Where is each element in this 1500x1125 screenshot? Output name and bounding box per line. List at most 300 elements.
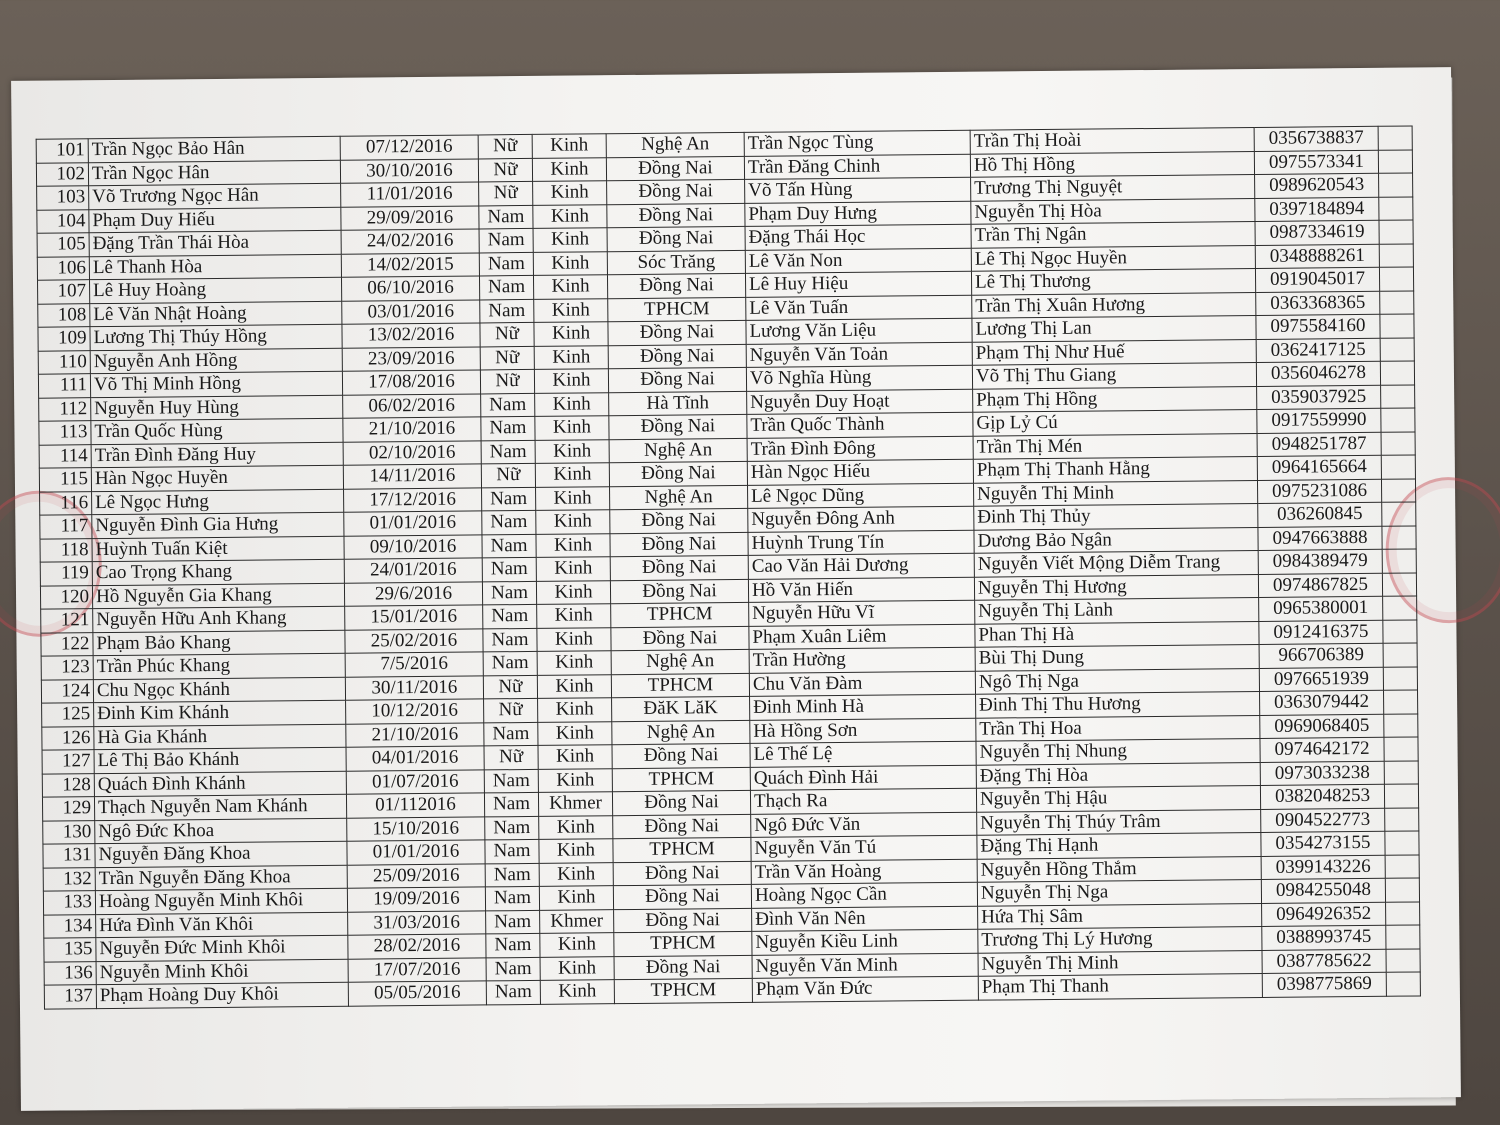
phone-number-cell: 0354273155 (1261, 831, 1385, 856)
gender-cell: Nam (480, 299, 534, 323)
mother-name-cell: Phạm Thị Như Huế (972, 339, 1256, 365)
gender-cell: Nam (481, 440, 535, 464)
birth-date-cell: 01/112016 (346, 793, 484, 818)
father-name-cell: Chu Văn Đàm (749, 671, 975, 697)
empty-cell (1378, 149, 1412, 173)
empty-cell (1383, 643, 1417, 667)
phone-number-cell: 0919045017 (1255, 267, 1379, 292)
student-name-cell: Trần Phúc Khang (93, 653, 345, 679)
gender-cell: Nam (484, 722, 538, 746)
gender-cell: Nam (485, 886, 539, 910)
phone-number-cell: 0388993745 (1262, 925, 1386, 950)
birth-date-cell: 25/09/2016 (347, 863, 485, 888)
birthplace-cell: TPHCM (614, 931, 752, 956)
birth-date-cell: 10/12/2016 (346, 699, 484, 724)
phone-number-cell: 0973033238 (1260, 761, 1384, 786)
birthplace-cell: Đồng Nai (607, 273, 745, 298)
birth-date-cell: 13/02/2016 (342, 323, 480, 348)
empty-cell (1379, 267, 1413, 291)
student-name-cell: Nguyễn Đức Minh Khôi (96, 935, 348, 961)
birth-date-cell: 29/09/2016 (341, 205, 479, 230)
birthplace-cell: Đồng Nai (614, 908, 752, 933)
mother-name-cell: Lê Thị Ngọc Huyền (971, 245, 1255, 271)
empty-cell (1383, 666, 1417, 690)
student-name-cell: Đinh Kim Khánh (94, 700, 346, 726)
gender-cell: Nam (482, 534, 536, 558)
empty-cell (1380, 290, 1414, 314)
empty-cell (1386, 901, 1420, 925)
phone-number-cell: 0984255048 (1261, 878, 1385, 903)
row-number-cell: 111 (38, 374, 90, 398)
mother-name-cell: Trần Thị Hoài (970, 128, 1254, 154)
birthplace-cell: TPHCM (611, 673, 749, 698)
empty-cell (1382, 572, 1416, 596)
gender-cell: Nữ (478, 134, 532, 158)
mother-name-cell: Trương Thị Lý Hương (978, 926, 1262, 952)
empty-cell (1379, 243, 1413, 267)
gender-cell: Nữ (480, 346, 534, 370)
student-name-cell: Lê Văn Nhật Hoàng (90, 301, 342, 327)
ethnicity-cell: Kinh (536, 486, 610, 510)
father-name-cell: Trần Đăng Chinh (744, 154, 970, 180)
empty-cell (1379, 220, 1413, 244)
birth-date-cell: 24/01/2016 (344, 558, 482, 583)
birth-date-cell: 02/10/2016 (343, 440, 481, 465)
row-number-cell: 105 (37, 233, 89, 257)
student-name-cell: Trần Đình Đăng Huy (91, 442, 343, 468)
ethnicity-cell: Kinh (539, 839, 613, 863)
phone-number-cell: 0969068405 (1260, 714, 1384, 739)
ethnicity-cell: Kinh (535, 463, 609, 487)
student-roster-table (36, 125, 1421, 1009)
father-name-cell: Trần Ngọc Tùng (744, 130, 970, 156)
phone-number-cell: 0947663888 (1258, 526, 1382, 551)
gender-cell: Nam (479, 205, 533, 229)
gender-cell: Nam (483, 604, 537, 628)
phone-number-cell: 0917559990 (1257, 408, 1381, 433)
birth-date-cell: 03/01/2016 (342, 299, 480, 324)
student-name-cell: Võ Trương Ngọc Hân (89, 183, 341, 209)
phone-number-cell: 0975584160 (1256, 314, 1380, 339)
phone-number-cell: 0989620543 (1255, 173, 1379, 198)
phone-number-cell: 0363368365 (1256, 291, 1380, 316)
father-name-cell: Trần Đình Đông (747, 436, 973, 462)
empty-cell (1385, 831, 1419, 855)
student-name-cell: Hà Gia Khánh (94, 724, 346, 750)
mother-name-cell: Trần Thị Mén (973, 433, 1257, 459)
empty-cell (1381, 384, 1415, 408)
mother-name-cell: Nguyễn Viết Mộng Diễm Trang (974, 550, 1258, 576)
birthplace-cell: Đồng Nai (612, 743, 750, 768)
father-name-cell: Đinh Minh Hà (750, 694, 976, 720)
phone-number-cell: 0987334619 (1255, 220, 1379, 245)
birthplace-cell: Đồng Nai (609, 461, 747, 486)
birth-date-cell: 21/10/2016 (346, 722, 484, 747)
mother-name-cell: Trần Thị Hoa (976, 715, 1260, 741)
father-name-cell: Trần Văn Hoàng (751, 859, 977, 885)
birthplace-cell: TPHCM (608, 297, 746, 322)
student-name-cell: Lê Huy Hoàng (90, 277, 342, 303)
birthplace-cell: TPHCM (614, 978, 752, 1003)
gender-cell: Nữ (484, 698, 538, 722)
empty-cell (1384, 784, 1418, 808)
gender-cell: Nam (482, 557, 536, 581)
gender-cell: Nữ (481, 463, 535, 487)
mother-name-cell: Trần Thị Xuân Hương (972, 292, 1256, 318)
father-name-cell: Lê Văn Non (745, 248, 971, 274)
mother-name-cell: Nguyễn Thị Hương (974, 574, 1258, 600)
mother-name-cell: Nguyễn Thị Thúy Trâm (977, 809, 1261, 835)
ethnicity-cell: Kinh (540, 933, 614, 957)
father-name-cell: Ngô Đức Văn (751, 812, 977, 838)
birth-date-cell: 04/01/2016 (346, 746, 484, 771)
birth-date-cell: 30/10/2016 (340, 158, 478, 183)
ethnicity-cell: Kinh (539, 886, 613, 910)
phone-number-cell: 0382048253 (1260, 784, 1384, 809)
gender-cell: Nam (486, 933, 540, 957)
ethnicity-cell: Kinh (536, 533, 610, 557)
birthplace-cell: TPHCM (611, 602, 749, 627)
student-name-cell: Quách Đình Khánh (94, 771, 346, 797)
phone-number-cell: 0356046278 (1256, 361, 1380, 386)
father-name-cell: Nguyễn Kiều Linh (752, 929, 978, 955)
father-name-cell: Quách Đình Hải (750, 765, 976, 791)
mother-name-cell: Nguyễn Hồng Thắm (977, 856, 1261, 882)
birthplace-cell: Đồng Nai (607, 226, 745, 251)
ethnicity-cell: Kinh (537, 627, 611, 651)
father-name-cell: Lê Ngọc Dũng (748, 483, 974, 509)
gender-cell: Nam (485, 863, 539, 887)
birth-date-cell: 19/09/2016 (347, 887, 485, 912)
mother-name-cell: Nguyễn Thị Nga (977, 879, 1261, 905)
birthplace-cell: Đồng Nai (608, 344, 746, 369)
father-name-cell: Trần Quốc Thành (747, 412, 973, 438)
mother-name-cell: Phan Thị Hà (975, 621, 1259, 647)
empty-cell (1385, 878, 1419, 902)
mother-name-cell: Bùi Thị Dung (975, 644, 1259, 670)
ethnicity-cell: Kinh (539, 862, 613, 886)
phone-number-cell: 0974642172 (1260, 737, 1384, 762)
gender-cell: Nam (481, 416, 535, 440)
father-name-cell: Võ Tấn Hùng (745, 177, 971, 203)
father-name-cell: Nguyễn Duy Hoạt (747, 389, 973, 415)
student-name-cell: Thạch Nguyễn Nam Khánh (94, 794, 346, 820)
gender-cell: Nữ (478, 158, 532, 182)
student-name-cell: Trần Ngọc Bảo Hân (88, 136, 340, 162)
row-number-cell: 117 (40, 515, 92, 539)
phone-number-cell: 966706389 (1259, 643, 1383, 668)
ethnicity-cell: Khmer (540, 909, 614, 933)
ethnicity-cell: Khmer (538, 792, 612, 816)
birth-date-cell: 06/10/2016 (341, 276, 479, 301)
mother-name-cell: Lương Thị Lan (972, 315, 1256, 341)
phone-number-cell: 0359037925 (1257, 385, 1381, 410)
ethnicity-cell: Kinh (532, 134, 606, 158)
birth-date-cell: 15/01/2016 (345, 605, 483, 630)
empty-cell (1383, 619, 1417, 643)
gender-cell: Nam (486, 957, 540, 981)
gender-cell: Nam (483, 628, 537, 652)
student-name-cell: Huỳnh Tuấn Kiệt (92, 536, 344, 562)
birthplace-cell: Đồng Nai (609, 414, 747, 439)
student-name-cell: Phạm Duy Hiếu (89, 207, 341, 233)
birthplace-cell: Đồng Nai (610, 532, 748, 557)
student-name-cell: Nguyễn Đăng Khoa (95, 841, 347, 867)
birthplace-cell: Đồng Nai (613, 861, 751, 886)
birth-date-cell: 05/05/2016 (348, 981, 486, 1006)
phone-number-cell: 0904522773 (1261, 808, 1385, 833)
row-number-cell: 131 (43, 844, 95, 868)
student-name-cell: Lê Ngọc Hưng (92, 489, 344, 515)
phone-number-cell: 0964926352 (1262, 902, 1386, 927)
mother-name-cell: Phạm Thị Thanh (978, 973, 1262, 999)
mother-name-cell: Nguyễn Thị Hòa (971, 198, 1255, 224)
gender-cell: Nam (484, 769, 538, 793)
student-name-cell: Lê Thanh Hòa (89, 254, 341, 280)
birthplace-cell: Đồng Nai (606, 156, 744, 181)
mother-name-cell: Nguyễn Thị Nhung (976, 738, 1260, 764)
father-name-cell: Nguyễn Văn Tú (751, 835, 977, 861)
empty-cell (1386, 972, 1420, 996)
phone-number-cell: 0948251787 (1257, 432, 1381, 457)
row-number-cell: 120 (40, 585, 92, 609)
birth-date-cell: 14/11/2016 (343, 464, 481, 489)
row-number-cell: 108 (38, 303, 90, 327)
gender-cell: Nữ (484, 745, 538, 769)
mother-name-cell: Lê Thị Thương (971, 268, 1255, 294)
birthplace-cell: Đồng Nai (607, 203, 745, 228)
gender-cell: Nam (479, 228, 533, 252)
phone-number-cell: 0397184894 (1255, 197, 1379, 222)
mother-name-cell: Ngô Thị Nga (975, 668, 1259, 694)
mother-name-cell: Nguyễn Thị Lành (975, 597, 1259, 623)
ethnicity-cell: Kinh (535, 392, 609, 416)
birthplace-cell: Đồng Nai (610, 579, 748, 604)
mother-name-cell: Nguyễn Thị Minh (978, 950, 1262, 976)
gender-cell: Nam (486, 910, 540, 934)
gender-cell: Nữ (480, 322, 534, 346)
birthplace-cell: Đồng Nai (614, 955, 752, 980)
student-name-cell: Đặng Trần Thái Hòa (89, 230, 341, 256)
mother-name-cell: Hứa Thị Sâm (978, 903, 1262, 929)
empty-cell (1379, 196, 1413, 220)
row-number-cell: 124 (41, 679, 93, 703)
row-number-cell: 116 (40, 491, 92, 515)
father-name-cell: Hàn Ngọc Hiếu (747, 459, 973, 485)
ethnicity-cell: Kinh (534, 298, 608, 322)
ethnicity-cell: Kinh (533, 181, 607, 205)
birthplace-cell: TPHCM (613, 837, 751, 862)
birth-date-cell: 09/10/2016 (344, 534, 482, 559)
father-name-cell: Nguyễn Đông Anh (748, 506, 974, 532)
empty-cell (1384, 760, 1418, 784)
row-number-cell: 136 (44, 961, 96, 985)
empty-cell (1385, 854, 1419, 878)
ethnicity-cell: Kinh (540, 956, 614, 980)
mother-name-cell: Phạm Thị Thanh Hằng (973, 456, 1257, 482)
empty-cell (1380, 361, 1414, 385)
birthplace-cell: TPHCM (612, 767, 750, 792)
birth-date-cell: 01/01/2016 (347, 840, 485, 865)
mother-name-cell: Hồ Thị Hồng (970, 151, 1254, 177)
birthplace-cell: ĐăK LăK (612, 696, 750, 721)
empty-cell (1382, 525, 1416, 549)
birth-date-cell: 14/02/2015 (341, 252, 479, 277)
father-name-cell: Phạm Văn Đức (752, 976, 978, 1002)
father-name-cell: Đình Văn Nên (752, 906, 978, 932)
birth-date-cell: 01/01/2016 (344, 511, 482, 536)
empty-cell (1384, 737, 1418, 761)
ethnicity-cell: Kinh (538, 745, 612, 769)
gender-cell: Nam (485, 816, 539, 840)
birth-date-cell: 25/02/2016 (345, 628, 483, 653)
mother-name-cell: Dương Bảo Ngân (974, 527, 1258, 553)
ethnicity-cell: Kinh (536, 510, 610, 534)
phone-number-cell: 0974867825 (1258, 573, 1382, 598)
phone-number-cell: 0362417125 (1256, 338, 1380, 363)
gender-cell: Nam (479, 252, 533, 276)
birthplace-cell: Đồng Nai (608, 320, 746, 345)
gender-cell: Nam (482, 510, 536, 534)
mother-name-cell: Nguyễn Thị Minh (973, 480, 1257, 506)
birthplace-cell: Đồng Nai (608, 367, 746, 392)
phone-number-cell: 0984389479 (1258, 549, 1382, 574)
student-name-cell: Trần Ngọc Hân (88, 160, 340, 186)
birth-date-cell: 15/10/2016 (347, 816, 485, 841)
father-name-cell: Lương Văn Liệu (746, 318, 972, 344)
paper-sheet (11, 67, 1461, 1111)
row-number-cell: 133 (43, 891, 95, 915)
ethnicity-cell: Kinh (537, 651, 611, 675)
gender-cell: Nam (484, 792, 538, 816)
empty-cell (1380, 314, 1414, 338)
birth-date-cell: 7/5/2016 (345, 652, 483, 677)
birthplace-cell: Nghệ An (612, 720, 750, 745)
phone-number-cell: 036260845 (1258, 502, 1382, 527)
father-name-cell: Phạm Xuân Liêm (749, 624, 975, 650)
row-number-cell: 101 (36, 139, 88, 163)
birthplace-cell: Nghệ An (606, 132, 744, 157)
student-name-cell: Nguyễn Huy Hùng (91, 395, 343, 421)
birthplace-cell: Nghệ An (611, 649, 749, 674)
mother-name-cell: Nguyễn Thị Hậu (976, 785, 1260, 811)
father-name-cell: Lê Huy Hiệu (745, 271, 971, 297)
father-name-cell: Thạch Ra (750, 788, 976, 814)
student-name-cell: Phạm Hoàng Duy Khôi (96, 982, 348, 1008)
ethnicity-cell: Kinh (534, 369, 608, 393)
row-number-cell: 104 (37, 209, 89, 233)
ethnicity-cell: Kinh (539, 815, 613, 839)
birth-date-cell: 06/02/2016 (343, 393, 481, 418)
birthplace-cell: Hà Tĩnh (609, 391, 747, 416)
birthplace-cell: Đồng Nai (613, 884, 751, 909)
birth-date-cell: 07/12/2016 (340, 135, 478, 160)
phone-number-cell: 0363079442 (1260, 690, 1384, 715)
father-name-cell: Nguyễn Hữu Vĩ (749, 600, 975, 626)
birthplace-cell: Đồng Nai (610, 555, 748, 580)
student-name-cell: Trần Quốc Hùng (91, 418, 343, 444)
birth-date-cell: 30/11/2016 (345, 675, 483, 700)
mother-name-cell: Trương Thị Nguyệt (971, 175, 1255, 201)
birthplace-cell: Đồng Nai (610, 508, 748, 533)
empty-cell (1379, 173, 1413, 197)
phone-number-cell: 0348888261 (1255, 244, 1379, 269)
empty-cell (1382, 549, 1416, 573)
empty-cell (1386, 948, 1420, 972)
birth-date-cell: 29/6/2016 (344, 581, 482, 606)
student-name-cell: Cao Trọng Khang (92, 559, 344, 585)
father-name-cell: Cao Văn Hải Dương (748, 553, 974, 579)
row-number-cell: 114 (39, 444, 91, 468)
birthplace-cell: Đồng Nai (613, 814, 751, 839)
father-name-cell: Phạm Duy Hưng (745, 201, 971, 227)
row-number-cell: 118 (40, 538, 92, 562)
empty-cell (1380, 337, 1414, 361)
row-number-cell: 125 (42, 703, 94, 727)
ethnicity-cell: Kinh (535, 416, 609, 440)
gender-cell: Nam (482, 487, 536, 511)
ethnicity-cell: Kinh (538, 768, 612, 792)
row-number-cell: 123 (41, 656, 93, 680)
phone-number-cell: 0387785622 (1262, 949, 1386, 974)
father-name-cell: Lê Văn Tuấn (746, 295, 972, 321)
ethnicity-cell: Kinh (535, 439, 609, 463)
mother-name-cell: Võ Thị Thu Giang (972, 362, 1256, 388)
father-name-cell: Nguyễn Văn Minh (752, 953, 978, 979)
gender-cell: Nam (479, 275, 533, 299)
row-number-cell: 128 (42, 773, 94, 797)
empty-cell (1378, 126, 1412, 150)
student-name-cell: Nguyễn Minh Khôi (96, 959, 348, 985)
birth-date-cell: 11/01/2016 (341, 182, 479, 207)
father-name-cell: Nguyễn Văn Toản (746, 342, 972, 368)
ethnicity-cell: Kinh (533, 275, 607, 299)
row-number-cell: 106 (37, 256, 89, 280)
birthplace-cell: Đồng Nai (612, 790, 750, 815)
row-number-cell: 112 (39, 397, 91, 421)
student-name-cell: Nguyễn Đình Gia Hưng (92, 512, 344, 538)
father-name-cell: Đặng Thái Học (745, 224, 971, 250)
ethnicity-cell: Kinh (533, 251, 607, 275)
ethnicity-cell: Kinh (533, 204, 607, 228)
birth-date-cell: 21/10/2016 (343, 417, 481, 442)
empty-cell (1382, 502, 1416, 526)
ethnicity-cell: Kinh (537, 604, 611, 628)
empty-cell (1381, 478, 1415, 502)
ethnicity-cell: Kinh (538, 721, 612, 745)
empty-cell (1381, 431, 1415, 455)
student-name-cell: Hoàng Nguyễn Minh Khôi (95, 888, 347, 914)
gender-cell: Nam (486, 980, 540, 1004)
ethnicity-cell: Kinh (537, 674, 611, 698)
birth-date-cell: 17/12/2016 (344, 487, 482, 512)
empty-cell (1386, 925, 1420, 949)
ethnicity-cell: Kinh (536, 580, 610, 604)
empty-cell (1381, 408, 1415, 432)
phone-number-cell: 0976651939 (1259, 667, 1383, 692)
father-name-cell: Hoàng Ngọc Cần (751, 882, 977, 908)
row-number-cell: 115 (39, 468, 91, 492)
empty-cell (1384, 690, 1418, 714)
birth-date-cell: 17/07/2016 (348, 957, 486, 982)
row-number-cell: 132 (43, 867, 95, 891)
gender-cell: Nam (485, 839, 539, 863)
father-name-cell: Hồ Văn Hiến (748, 577, 974, 603)
phone-number-cell: 0975573341 (1254, 150, 1378, 175)
ethnicity-cell: Kinh (534, 345, 608, 369)
empty-cell (1385, 807, 1419, 831)
row-number-cell: 119 (40, 562, 92, 586)
